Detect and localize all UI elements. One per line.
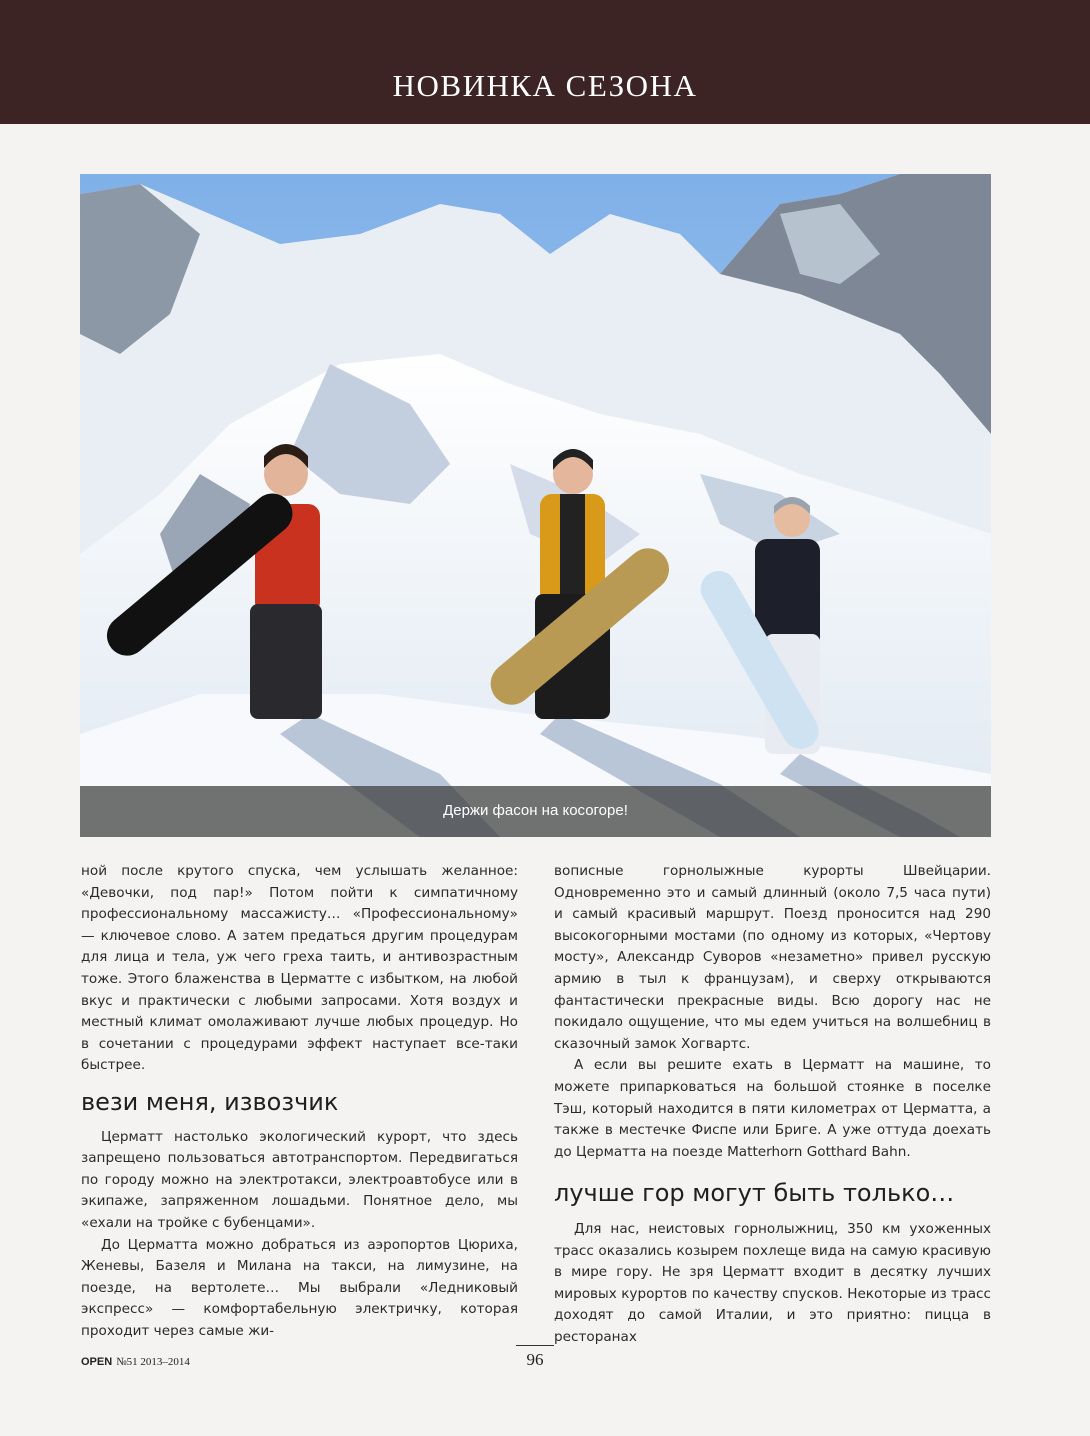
paragraph: Церматт настолько экологический курорт, что здесь запрещено пользоваться автотранспортом. Передвигаться по городу можно на электротакси, электроавтобусе или в экипаже, запряженном лошадьми. Понятное дело, мы «ехали на тройке с бубенцами».: [81, 1128, 518, 1231]
article-column-right: [554, 861, 991, 1348]
photo-caption-bar: [80, 786, 991, 837]
paragraph: вописные горнолыжные курорты Швейцарии. Одновременно это и самый длинный (около 7,5 часа пути) и самый красивый маршрут. Поезд проносится над 290 высокогорными мостами (по одному из которых, «Чертову мосту», Александр Суворов «незаметно» привел русскую армию в тыл к французам), и сверху открываются фантастически прекрасные виды. Всю дорогу нас не покидало ощущение, что мы едем учиться на волшебниц в сказочный замок Хогвартс.: [554, 863, 991, 1052]
mountain-snowboarders-photo: [80, 174, 991, 837]
paragraph: А если вы решите ехать в Церматт на машине, то можете припарковаться на большой стоянке в поселке Тэш, который находится в пяти километрах от Церматта, а также в местечке Фиспе или Бриге. А уже оттуда доехать до Церматта на поезде Matterhorn Gotthard Bahn.: [554, 1057, 991, 1160]
issue-number: №51 2013–2014: [116, 1356, 190, 1368]
section-heading: лучше гор могут быть только…: [554, 1179, 955, 1208]
magazine-issue-label: [81, 1356, 190, 1368]
article-photo: [80, 174, 991, 837]
section-heading: вези меня, извозчик: [81, 1087, 339, 1116]
magazine-brand: OPEN: [81, 1356, 113, 1368]
article-column-left: [81, 861, 518, 1342]
paragraph: До Церматта можно добраться из аэропортов Цюриха, Женевы, Базеля и Милана на такси, на лимузине, на поезде, на вертолете… Мы выбрали «Ледниковый экспресс» — комфортабельную электричку, которая проходит через самые жи-: [81, 1236, 518, 1339]
section-header: [0, 0, 1090, 124]
page-number: 96: [526, 1350, 544, 1369]
section-title: НОВИНКА СЕЗОНА: [392, 68, 698, 103]
paragraph: Для нас, неистовых горнолыжниц, 350 км ухоженных трасс оказались козырем похлеще вида на самую красивую в мире гору. Не зря Церматт входит в десятку лучших мировых курортов по качеству спусков. Некоторые из трасс доходят до самой Италии, и это приятно: пицца в ресторанах: [554, 1220, 991, 1345]
page-number-rule: [516, 1345, 554, 1346]
photo-caption: Держи фасон на косогоре!: [443, 802, 628, 819]
paragraph: ной после крутого спуска, чем услышать желанное: «Девочки, под пар!» Потом пойти к симпатичному профессиональному массажисту… «Профессиональному» — ключевое слово. А затем предаться другим процедурам для лица и тела, уж чего греха таить, и антивозрастным тоже. Этого блаженства в Церматте с избытком, на любой вкус и практически с любыми запросами. Хотя воздух и местный климат омолаживают лучше любых процедур. Но в сочетании с процедурами эффект наступает все-таки быстрее.: [81, 863, 518, 1074]
